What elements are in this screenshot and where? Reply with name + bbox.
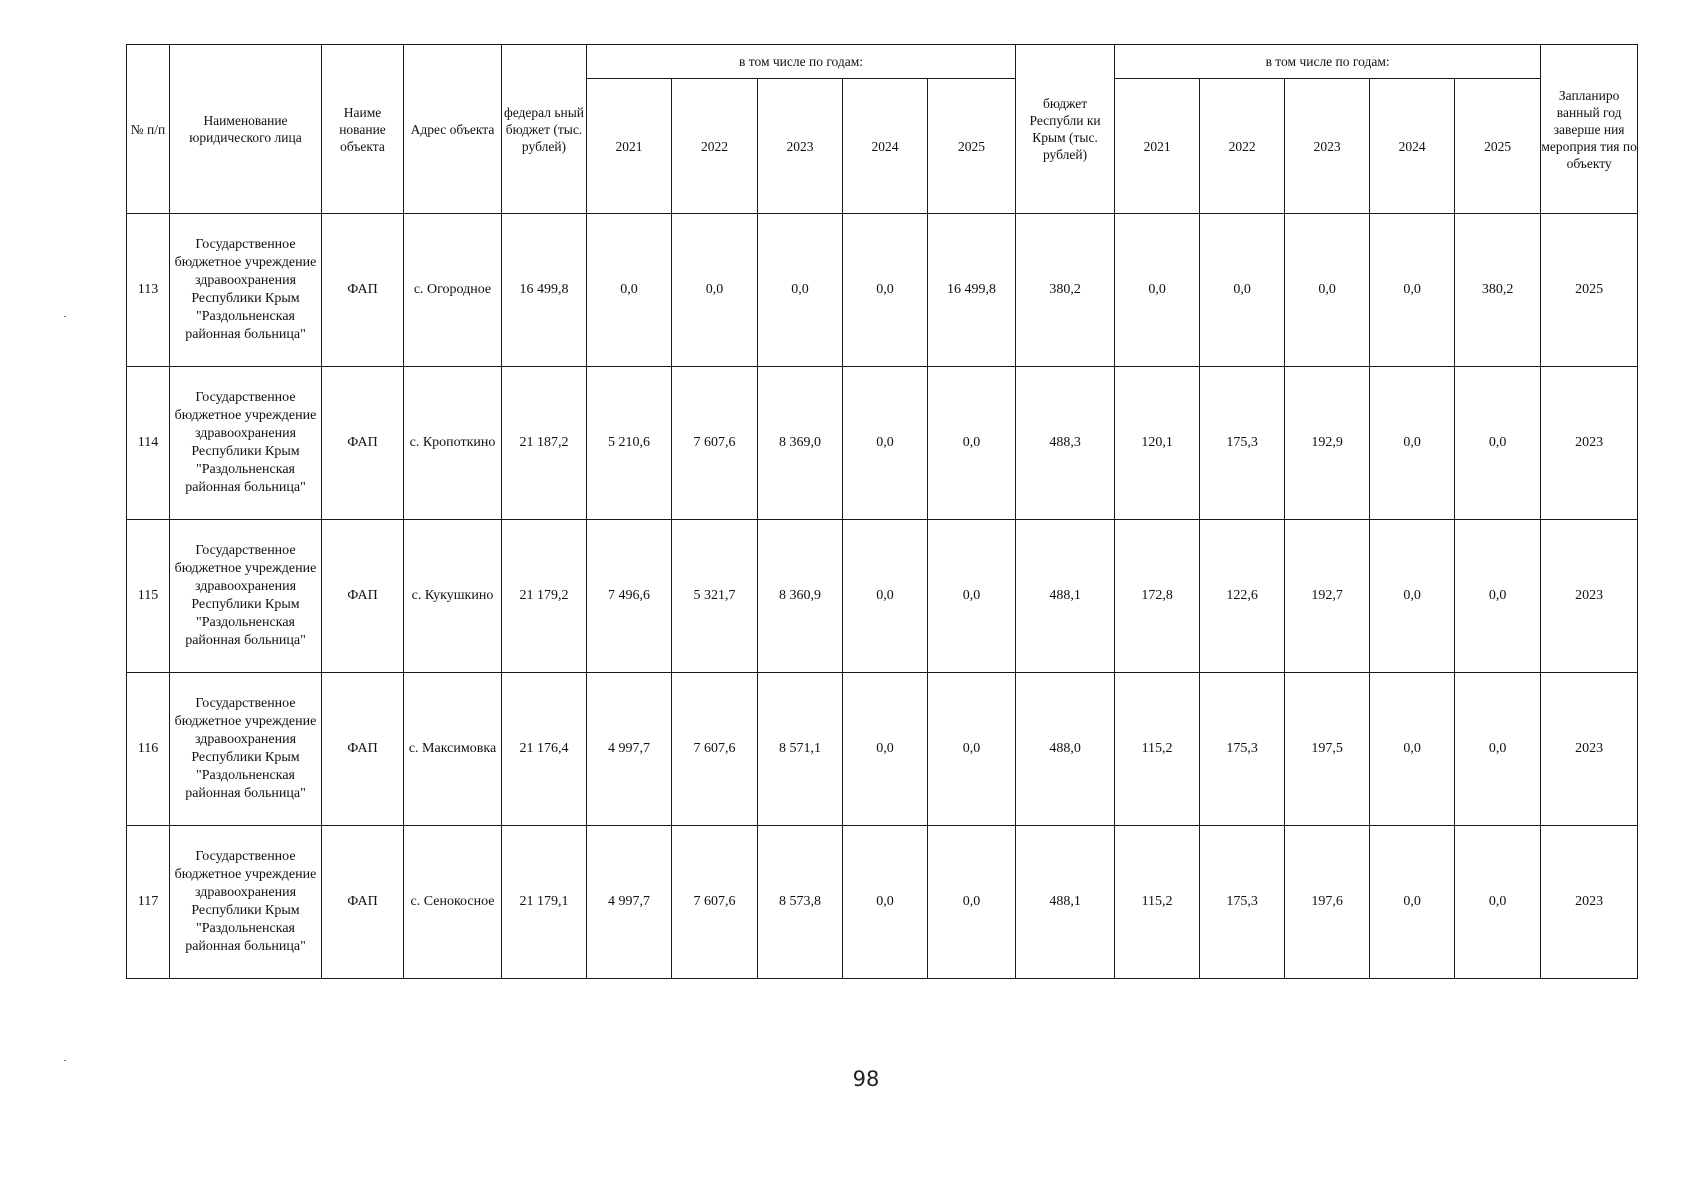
- regional-total: 488,1: [1016, 826, 1115, 979]
- federal-2025: 16 499,8: [928, 214, 1016, 367]
- regional-2021: 115,2: [1115, 673, 1200, 826]
- regional-total: 380,2: [1016, 214, 1115, 367]
- row-number: 116: [127, 673, 170, 826]
- federal-2024: 0,0: [843, 367, 928, 520]
- federal-2023: 8 573,8: [758, 826, 843, 979]
- regional-2025: 380,2: [1455, 214, 1541, 367]
- row-number: 114: [127, 367, 170, 520]
- planned-year: 2023: [1541, 826, 1638, 979]
- header-year-regional: 2025: [1455, 79, 1541, 214]
- regional-2021: 0,0: [1115, 214, 1200, 367]
- regional-2025: 0,0: [1455, 826, 1541, 979]
- federal-2023: 8 369,0: [758, 367, 843, 520]
- header-year-regional: 2022: [1200, 79, 1285, 214]
- federal-2022: 7 607,6: [672, 367, 758, 520]
- header-regional-budget: бюджет Республи ки Крым (тыс. рублей): [1016, 45, 1115, 214]
- regional-2024: 0,0: [1370, 673, 1455, 826]
- header-regional-by-years: в том числе по годам:: [1115, 45, 1541, 79]
- header-num: № п/п: [127, 45, 170, 214]
- federal-2021: 4 997,7: [587, 673, 672, 826]
- org-name: Государственное бюджетное учреждение здравоохранения Республики Крым "Раздольненская районная больница": [170, 367, 322, 520]
- federal-2025: 0,0: [928, 520, 1016, 673]
- regional-2023: 0,0: [1285, 214, 1370, 367]
- federal-total: 16 499,8: [502, 214, 587, 367]
- page-number: 98: [852, 1067, 880, 1091]
- scan-speck: [64, 1060, 66, 1061]
- header-year-federal: 2025: [928, 79, 1016, 214]
- regional-2021: 115,2: [1115, 826, 1200, 979]
- planned-year: 2023: [1541, 367, 1638, 520]
- header-federal-budget: федерал ьный бюджет (тыс. рублей): [502, 45, 587, 214]
- federal-2025: 0,0: [928, 367, 1016, 520]
- federal-2023: 0,0: [758, 214, 843, 367]
- header-object: Наиме нование объекта: [322, 45, 404, 214]
- header-federal-by-years: в том числе по годам:: [587, 45, 1016, 79]
- regional-2021: 120,1: [1115, 367, 1200, 520]
- org-name: Государственное бюджетное учреждение здравоохранения Республики Крым "Раздольненская районная больница": [170, 826, 322, 979]
- org-name: Государственное бюджетное учреждение здравоохранения Республики Крым "Раздольненская районная больница": [170, 520, 322, 673]
- federal-2021: 0,0: [587, 214, 672, 367]
- table-row: [127, 214, 1638, 367]
- object-address: с. Максимовка: [404, 673, 502, 826]
- federal-2022: 7 607,6: [672, 826, 758, 979]
- federal-total: 21 179,2: [502, 520, 587, 673]
- federal-2025: 0,0: [928, 673, 1016, 826]
- object-name: ФАП: [322, 673, 404, 826]
- object-name: ФАП: [322, 367, 404, 520]
- funding-table: [126, 44, 1638, 979]
- header-year-federal: 2023: [758, 79, 843, 214]
- header-year-regional: 2023: [1285, 79, 1370, 214]
- regional-2021: 172,8: [1115, 520, 1200, 673]
- federal-2023: 8 571,1: [758, 673, 843, 826]
- federal-2021: 5 210,6: [587, 367, 672, 520]
- regional-2024: 0,0: [1370, 214, 1455, 367]
- regional-total: 488,1: [1016, 520, 1115, 673]
- object-address: с. Огородное: [404, 214, 502, 367]
- table-row: [127, 826, 1638, 979]
- regional-total: 488,3: [1016, 367, 1115, 520]
- regional-2023: 192,9: [1285, 367, 1370, 520]
- table-row: [127, 673, 1638, 826]
- scan-speck: [64, 316, 66, 317]
- federal-2022: 7 607,6: [672, 673, 758, 826]
- regional-2024: 0,0: [1370, 520, 1455, 673]
- header-year-federal: 2021: [587, 79, 672, 214]
- federal-2024: 0,0: [843, 673, 928, 826]
- org-name: Государственное бюджетное учреждение здравоохранения Республики Крым "Раздольненская районная больница": [170, 214, 322, 367]
- regional-2024: 0,0: [1370, 367, 1455, 520]
- regional-2024: 0,0: [1370, 826, 1455, 979]
- federal-2022: 5 321,7: [672, 520, 758, 673]
- table-row: [127, 520, 1638, 673]
- federal-2024: 0,0: [843, 826, 928, 979]
- header-planned-year: Запланиро ванный год заверше ния мероприя тия по объекту: [1541, 45, 1638, 214]
- header-year-federal: 2022: [672, 79, 758, 214]
- table-row: [127, 367, 1638, 520]
- header-year-regional: 2021: [1115, 79, 1200, 214]
- federal-2024: 0,0: [843, 520, 928, 673]
- planned-year: 2025: [1541, 214, 1638, 367]
- regional-2025: 0,0: [1455, 520, 1541, 673]
- federal-total: 21 176,4: [502, 673, 587, 826]
- federal-total: 21 187,2: [502, 367, 587, 520]
- regional-2022: 122,6: [1200, 520, 1285, 673]
- federal-2025: 0,0: [928, 826, 1016, 979]
- table-body: [127, 214, 1638, 979]
- row-number: 115: [127, 520, 170, 673]
- regional-2025: 0,0: [1455, 673, 1541, 826]
- federal-2021: 4 997,7: [587, 826, 672, 979]
- regional-2022: 175,3: [1200, 673, 1285, 826]
- object-address: с. Кропоткино: [404, 367, 502, 520]
- federal-2022: 0,0: [672, 214, 758, 367]
- regional-2023: 197,6: [1285, 826, 1370, 979]
- header-year-federal: 2024: [843, 79, 928, 214]
- regional-total: 488,0: [1016, 673, 1115, 826]
- object-address: с. Сенокосное: [404, 826, 502, 979]
- object-name: ФАП: [322, 520, 404, 673]
- regional-2023: 192,7: [1285, 520, 1370, 673]
- regional-2022: 0,0: [1200, 214, 1285, 367]
- header-address: Адрес объекта: [404, 45, 502, 214]
- planned-year: 2023: [1541, 520, 1638, 673]
- object-address: с. Кукушкино: [404, 520, 502, 673]
- org-name: Государственное бюджетное учреждение здравоохранения Республики Крым "Раздольненская районная больница": [170, 673, 322, 826]
- federal-total: 21 179,1: [502, 826, 587, 979]
- federal-2021: 7 496,6: [587, 520, 672, 673]
- row-number: 117: [127, 826, 170, 979]
- header-org: Наименование юридического лица: [170, 45, 322, 214]
- header-year-regional: 2024: [1370, 79, 1455, 214]
- object-name: ФАП: [322, 214, 404, 367]
- regional-2023: 197,5: [1285, 673, 1370, 826]
- regional-2025: 0,0: [1455, 367, 1541, 520]
- federal-2024: 0,0: [843, 214, 928, 367]
- row-number: 113: [127, 214, 170, 367]
- regional-2022: 175,3: [1200, 367, 1285, 520]
- regional-2022: 175,3: [1200, 826, 1285, 979]
- planned-year: 2023: [1541, 673, 1638, 826]
- federal-2023: 8 360,9: [758, 520, 843, 673]
- table-header: [127, 45, 1638, 214]
- object-name: ФАП: [322, 826, 404, 979]
